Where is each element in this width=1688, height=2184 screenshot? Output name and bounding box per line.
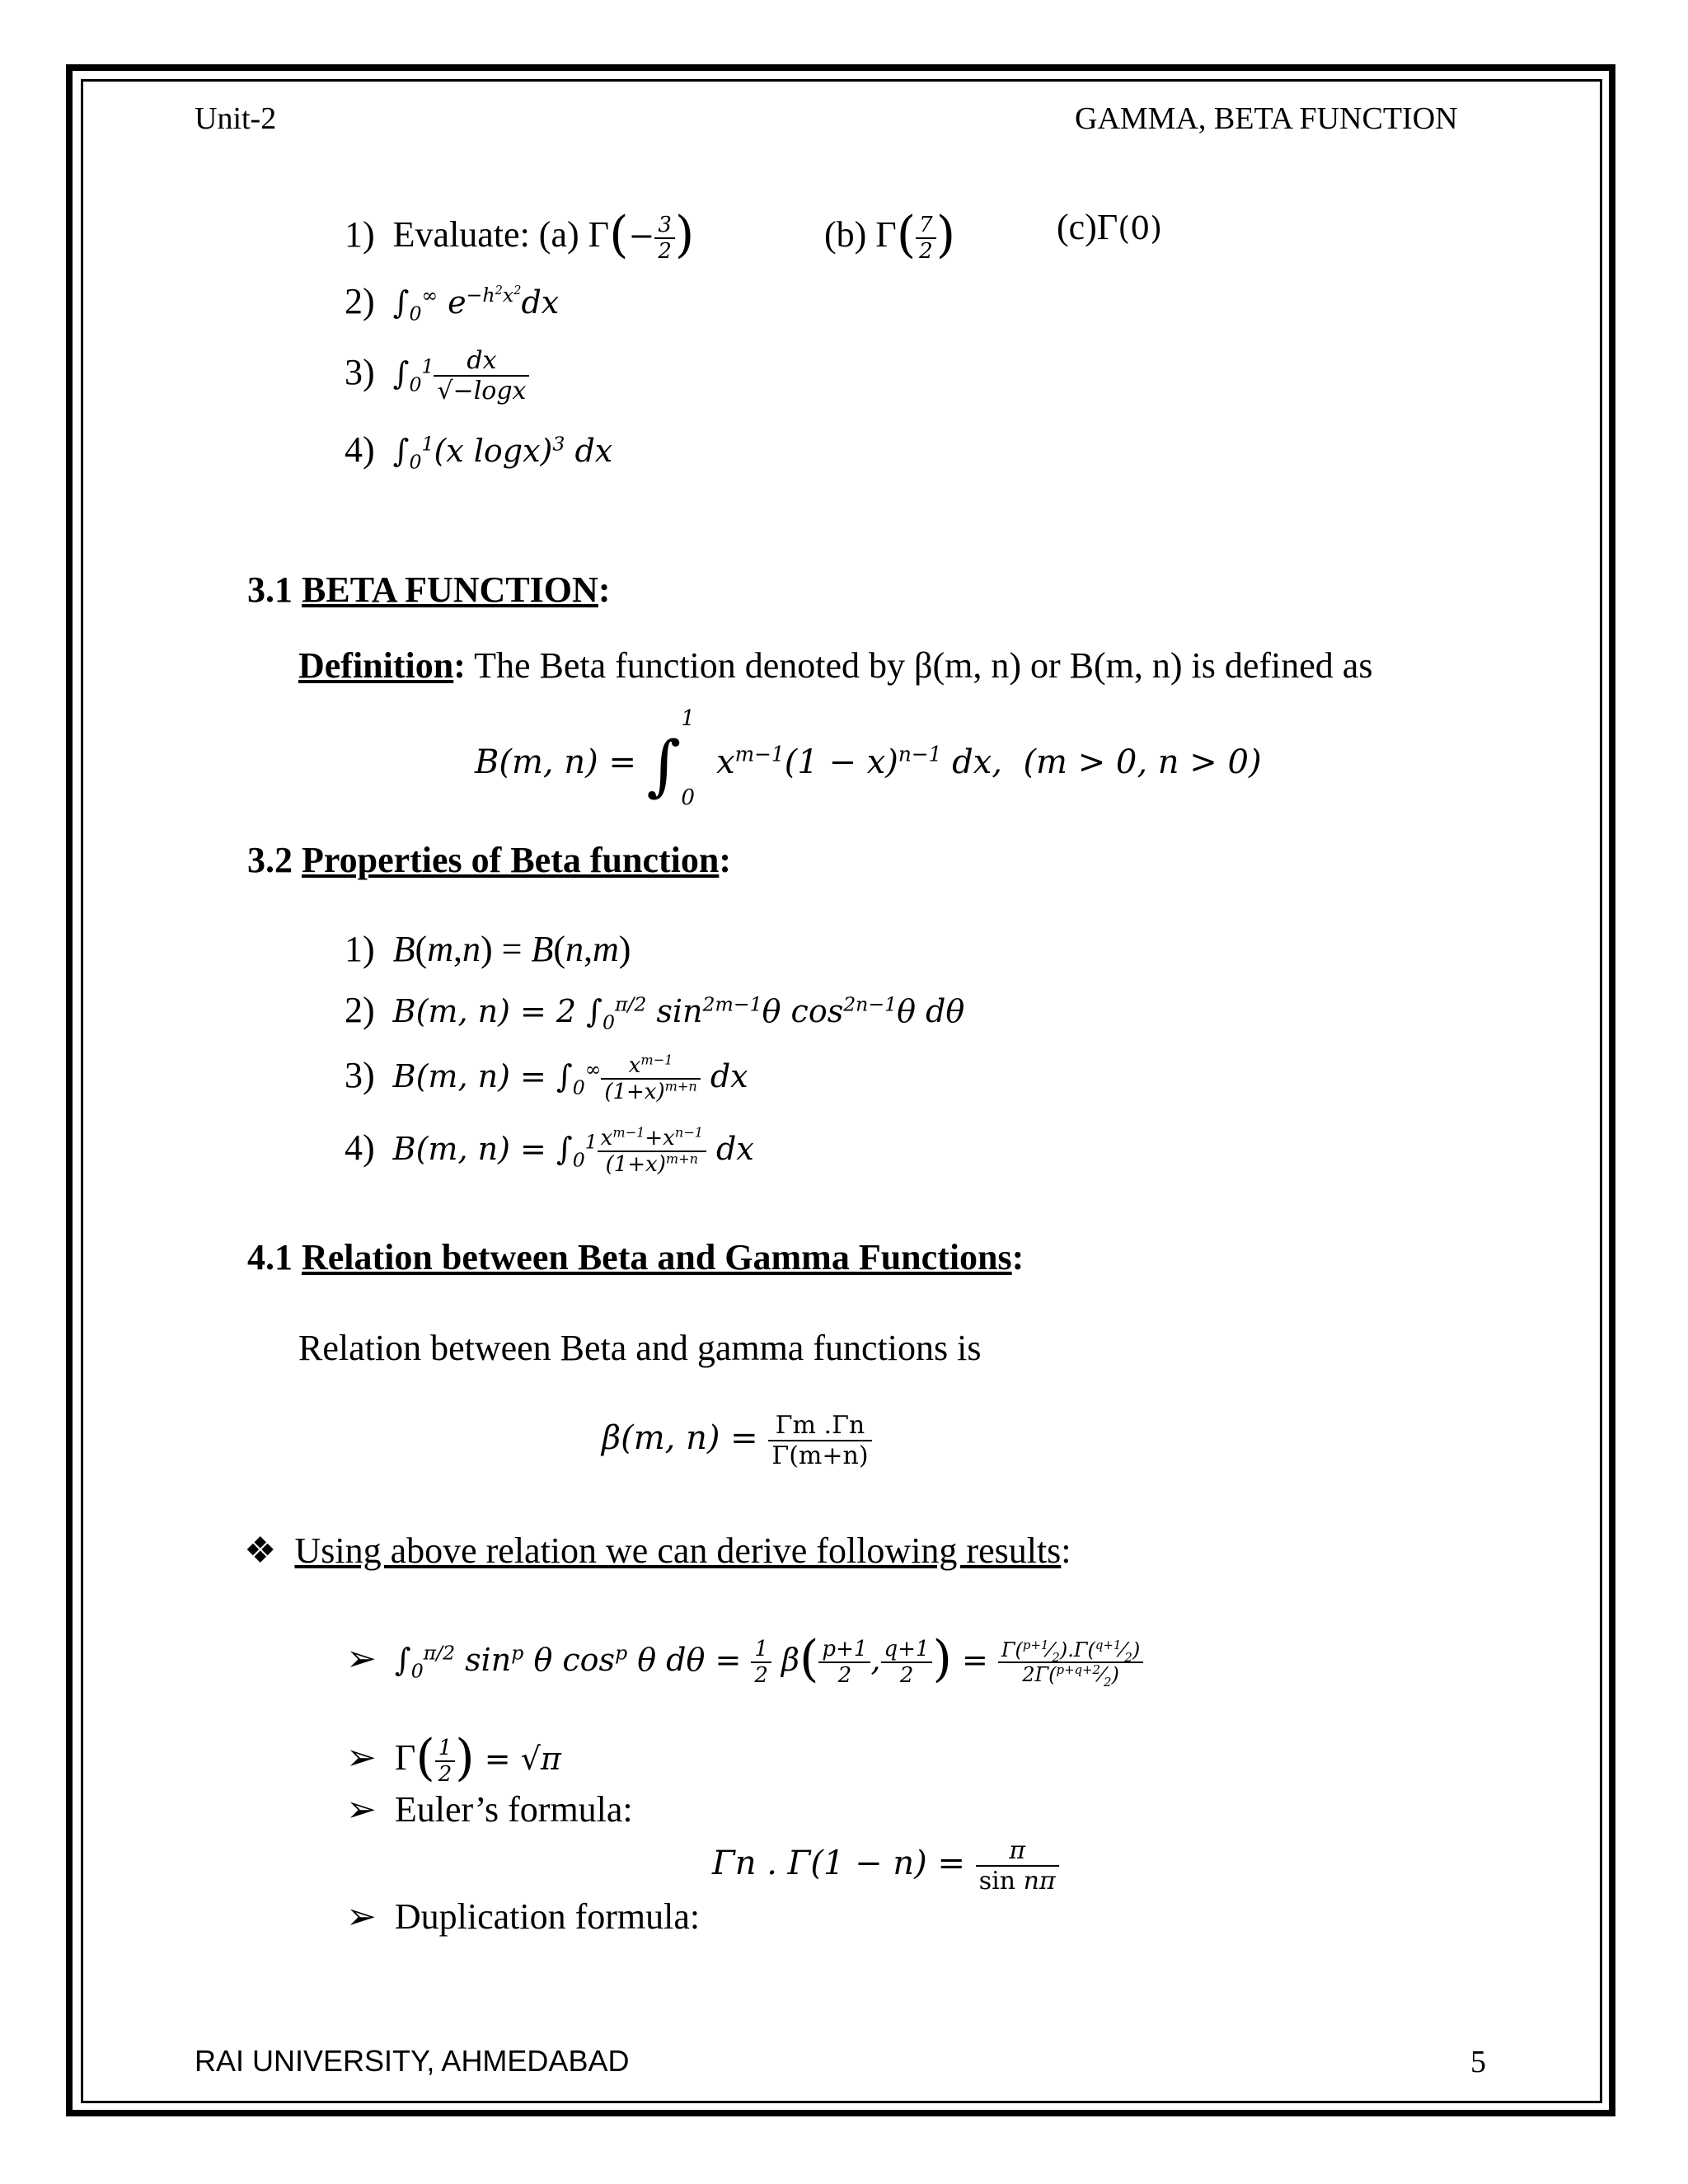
arrow-bullet-icon: ➢ bbox=[346, 1789, 377, 1830]
arrow-bullet-icon: ➢ bbox=[346, 1737, 377, 1778]
section-properties-heading: 3.2 Properties of Beta function: bbox=[247, 840, 731, 880]
exercise-1: 1) Evaluate: (a) Γ(− $\frac{3}{2}$ ) bbox=[345, 206, 695, 264]
relation-intro: Relation between Beta and gamma functions is bbox=[298, 1328, 982, 1368]
header-title: GAMMA, BETA FUNCTION bbox=[1075, 101, 1458, 136]
result-5: ➢ Duplication formula: bbox=[346, 1896, 701, 1937]
result-3: ➢ Euler’s formula: bbox=[346, 1789, 633, 1830]
exercise-2: 2) $\int_0^\infty$ $e^{-h^2x^2}dx$ bbox=[345, 281, 560, 326]
page-border-inner bbox=[81, 79, 1602, 2103]
diamond-bullet-icon: ❖ bbox=[244, 1530, 277, 1571]
header-unit: Unit-2 bbox=[195, 101, 277, 136]
beta-definition: Definition: The Beta function denoted by β(m, n) or B(m, n) is defined as bbox=[298, 645, 1373, 686]
arrow-bullet-icon: ➢ bbox=[346, 1638, 377, 1679]
property-1: 1) B(m,n) = B(n,m) bbox=[345, 929, 631, 969]
relation-bullet: ❖ Using above relation we can derive following results: bbox=[244, 1530, 1071, 1571]
beta-definition-formula: B(m, n) = ∫ 1 0 $x^{m-1}(1 - x)^{n-1}$ dx, (m > 0, n > 0) bbox=[475, 706, 1262, 810]
arrow-bullet-icon: ➢ bbox=[346, 1896, 377, 1937]
exercise-3: 3) $\int_0^1$ $\frac{dx}{√-\log x}$ bbox=[345, 346, 529, 405]
footer-university: RAI UNIVERSITY, AHMEDABAD bbox=[195, 2044, 630, 2078]
result-2: ➢ Γ( $\frac{1}{2}$ ) = √π bbox=[346, 1729, 561, 1787]
property-4: 4) B(m, $n) = \int_0^1$ $\frac{x^{m-1}+x^{n-1}}{(1+x)^{m+n}}$ dx bbox=[345, 1124, 754, 1177]
property-3: 3) B(m, $n) = \int_0^\infty$ $\frac{x^{m-1}}{(1+x)^{m+n}}$ dx bbox=[345, 1052, 748, 1104]
exercise-1b: (b) Γ( $\frac{7}{2}$ ) bbox=[824, 206, 956, 264]
page-number: 5 bbox=[1470, 2045, 1486, 2079]
relation-formula: β(m, n) = $\frac{\Gamma m .\Gamma n}{\Gamma(m+n)}$ bbox=[602, 1411, 872, 1470]
result-1: ➢ $\int_0^{\pi/2}$ $\sin^p \theta$ $\cos^p \theta$ dθ = $\frac{1}{2}$ β( $\frac{p+1}{2}$ , $\frac{q+1}{2}$ ) = $\frac{\Gamma(^{p+1}⁄_2).\Gamma(^{q+1}⁄_2)}{2\Gamma(^{p+q+2}⁄_2)}$ bbox=[346, 1630, 1143, 1688]
euler-formula: Γn . Γ(1 − n) = $\frac{\pi}{\text{sin nπ}}$ bbox=[712, 1836, 1059, 1896]
exercise-1c: (c)Γ(0) bbox=[1057, 207, 1163, 247]
property-2: 2) B(m, n) = 2 $\int_0^{\pi/2}$ $\sin^{2m-1}\theta$ $\cos^{2n-1}\theta$ dθ bbox=[345, 990, 965, 1034]
section-relation-heading: 4.1 Relation between Beta and Gamma Functions: bbox=[247, 1237, 1025, 1277]
exercise-4: 4) $\int_0^1(x$ logx)$^3$ dx bbox=[345, 429, 613, 474]
section-beta-heading: 3.1 BETA FUNCTION: bbox=[247, 569, 611, 610]
